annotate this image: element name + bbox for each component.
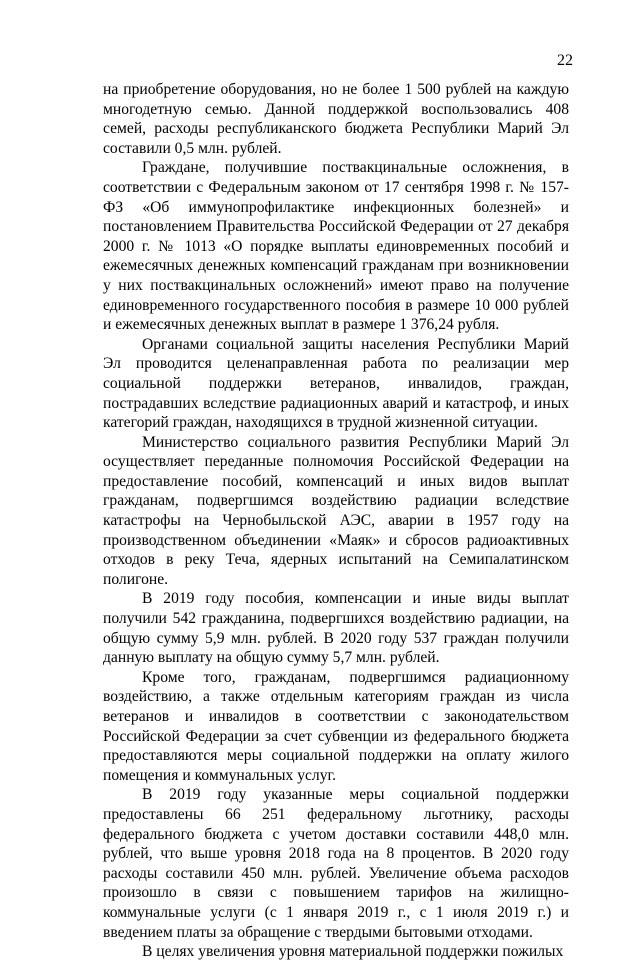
paragraph-2: Граждане, получившие поствакцинальные осложнения, в соответствии с Федеральным законом от 17 сентября 1998 г. № 157-ФЗ «Об иммунопрофилактике инфекционных болезней» и постановлением Правительства Российской Федерации от 27 декабря 2000 г. № 1013 «О порядке выплаты единовременных пособий и ежемесячных денежных компенсаций гражданам при возникновении у них поствакцинальных осложнений» имеют право на получение единовременного государственного пособия в размере 10 000 рублей и ежемесячных денежных выплат в размере 1 376,24 рубля. bbox=[103, 159, 569, 334]
paragraph-6: Кроме того, гражданам, подвергшимся радиационному воздействию, а также отдельным категориям граждан из числа ветеранов и инвалидов в соответствии с законодательством Российской Федерации за счет субвенции из федерального бюджета предоставляются меры социальной поддержки на оплату жилого помещения и коммунальных услуг. bbox=[103, 668, 569, 784]
paragraph-1: на приобретение оборудования, но не более 1 500 рублей на каждую многодетную семью. Данной поддержкой воспользовались 408 семей, расходы республиканского бюджета Республики Марий Эл составили 0,5 млн. рублей. bbox=[103, 81, 569, 157]
paragraph-4: Министерство социального развития Республики Марий Эл осуществляет переданные полномочия Российской Федерации на предоставление пособий, компенсаций и иных видов выплат гражданам, подвергшимся воздействию радиации вследствие катастрофы на Чернобыльской АЭС, аварии в 1957 году на производственном объединении «Маяк» и сбросов радиоактивных отходов в реку Теча, ядерных испытаний на Семипалатинском полигоне. bbox=[103, 433, 569, 588]
paragraph-5: В 2019 году пособия, компенсации и иные виды выплат получили 542 гражданина, подвергшихся воздействию радиации, на общую сумму 5,9 млн. рублей. В 2020 году 537 граждан получили данную выплату на общую сумму 5,7 млн. рублей. bbox=[103, 590, 569, 667]
paragraph-7: В 2019 году указанные меры социальной поддержки предоставлены 66 251 федеральному льготнику, расходы федерального бюджета с учетом доставки составили 448,0 млн. рублей, что выше уровня 2018 года на 8 процентов. В 2020 году расходы составили 450 млн. рублей. Увеличение объема расходов произошло в связи с повышением тарифов на жилищно-коммунальные услуги (с 1 января 2019 г., с 1 июля 2019 г.) и введением платы за обращение с твердыми бытовыми отходами. bbox=[103, 786, 569, 941]
document-body bbox=[103, 80, 569, 962]
page-number: 22 bbox=[557, 52, 573, 69]
paragraph-3: Органами социальной защиты населения Республики Марий Эл проводится целенаправленная работа по реализации мер социальной поддержки ветеранов, инвалидов, граждан, пострадавших вследствие радиационных аварий и катастроф, и иных категорий граждан, находящихся в трудной жизненной ситуации. bbox=[103, 335, 569, 432]
paragraph-8: В целях увеличения уровня материальной поддержки пожилых bbox=[142, 943, 564, 961]
